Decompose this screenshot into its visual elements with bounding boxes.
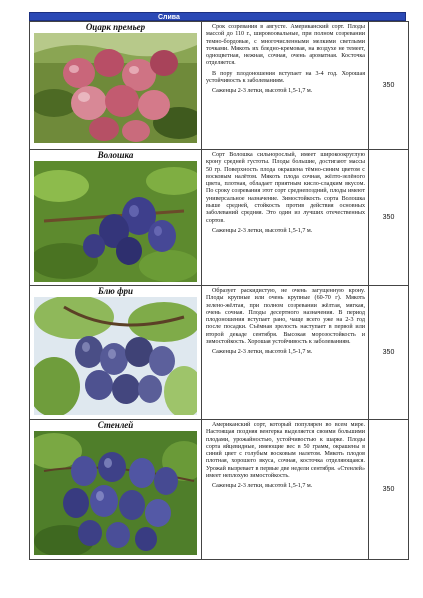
variety-name: Волошка [97,150,134,160]
variety-image-cell [30,150,202,286]
variety-name: Блю фри [97,286,134,296]
seedlings-info: Саженцы 2-3 летки, высотой 1,5-1,7 м. [212,349,313,356]
seedlings-info: Саженцы 2-3 летки, высотой 1,5-1,7 м. [212,483,313,490]
price-list-sheet [29,12,406,560]
table-row [30,150,409,286]
price-cell: 350 [369,286,409,420]
variety-name: Стенлей [97,420,134,430]
variety-image-cell [30,22,202,150]
variety-name: Оцарк премьер [85,22,146,32]
description-paragraph: Образует раскидистую, не очень загущенную крону. Плоды крупные или очень крупные (60-70 г). Мякоть зелено-жёлтая, при полном созревании жёлтая, мягкая, очень сочная. Плоды десертного назначения. В период плодоношения вступает рано, чаще всего уже на 2-3 год после посадки. Съёмная зрелость наступает в первой или второй декаде сентября. Высокая морозостойкость и зимостойкость. Хорошая устойчивость к заболеваниям. [206,288,365,346]
description-paragraph: Сорт Волошка сильнорослый, имеет широкоокруглую крону средней густоты. Плоды большие, достигают массы 50 гр. Поверхность плода окрашена тёмно-синим цветом с восковым налётом. Мякоть плода сочная, жёлто-зелёного цвета, плотная, обладает приятным кисло-сладким вкусом. По сроку созревания этот сорт среднепоздний, плоды имеют универсальное назначение. Зимостойкость сорта Волошка выше средней, стойкость против действия основных заболеваний средняя. Это один из лучших отечественных сортов. [206,152,365,224]
price-cell: 350 [369,22,409,150]
price-cell: 350 [369,420,409,560]
blue-free-plums-photo [34,297,197,415]
variety-image-cell [30,420,202,560]
table-row [30,286,409,420]
seedlings-info: Саженцы 2-3 летки, высотой 1,5-1,7 м. [212,88,313,95]
variety-image-cell [30,286,202,420]
stanley-plums-photo [34,431,197,555]
blue-plums-photo [34,161,197,282]
section-header: Слива [29,12,406,21]
table-row [30,420,409,560]
description-paragraph: Срок созревания в августе. Американский сорт. Плоды массой до 110 г., шировоовальные, при полном созревании темно-бордовые, с многочисленными мелкими светлыми точками. Мякоть их бледно-кремовая, на воздухе не темеет, одноцветная, нежная, сочная, очень ароматная. Косточка отделяется. [206,24,365,67]
variety-description [202,420,369,560]
price-table [29,21,409,560]
variety-description [202,150,369,286]
seedlings-info: Саженцы 2-3 летки, высотой 1,5-1,7 м. [212,227,313,234]
price-cell: 350 [369,150,409,286]
variety-description [202,22,369,150]
table-row [30,22,409,150]
description-paragraph: В пору плодоношения вступает на 3-4 год. Хорошая устойчивость к заболеваниям. [206,70,365,85]
variety-description [202,286,369,420]
red-plums-photo [34,33,197,143]
description-paragraph: Американский сорт, который популярен во всем мире. Настоящая поздняя венгерка выделяется своими большими плодами, урожайностью, устойчивостью к шарке. Плоды сорта яйцевидные, имеющие вес в 50 грамм, окрашены в синий цвет с голубым восковым налетом. Мякоть плодов плотная, хорошего вкуса, сочная, косточка отделяющаяся. Урожай вызревает в первые две недели сентября. «Стенлей» имеет неплохую зимостойкость. [206,422,365,480]
